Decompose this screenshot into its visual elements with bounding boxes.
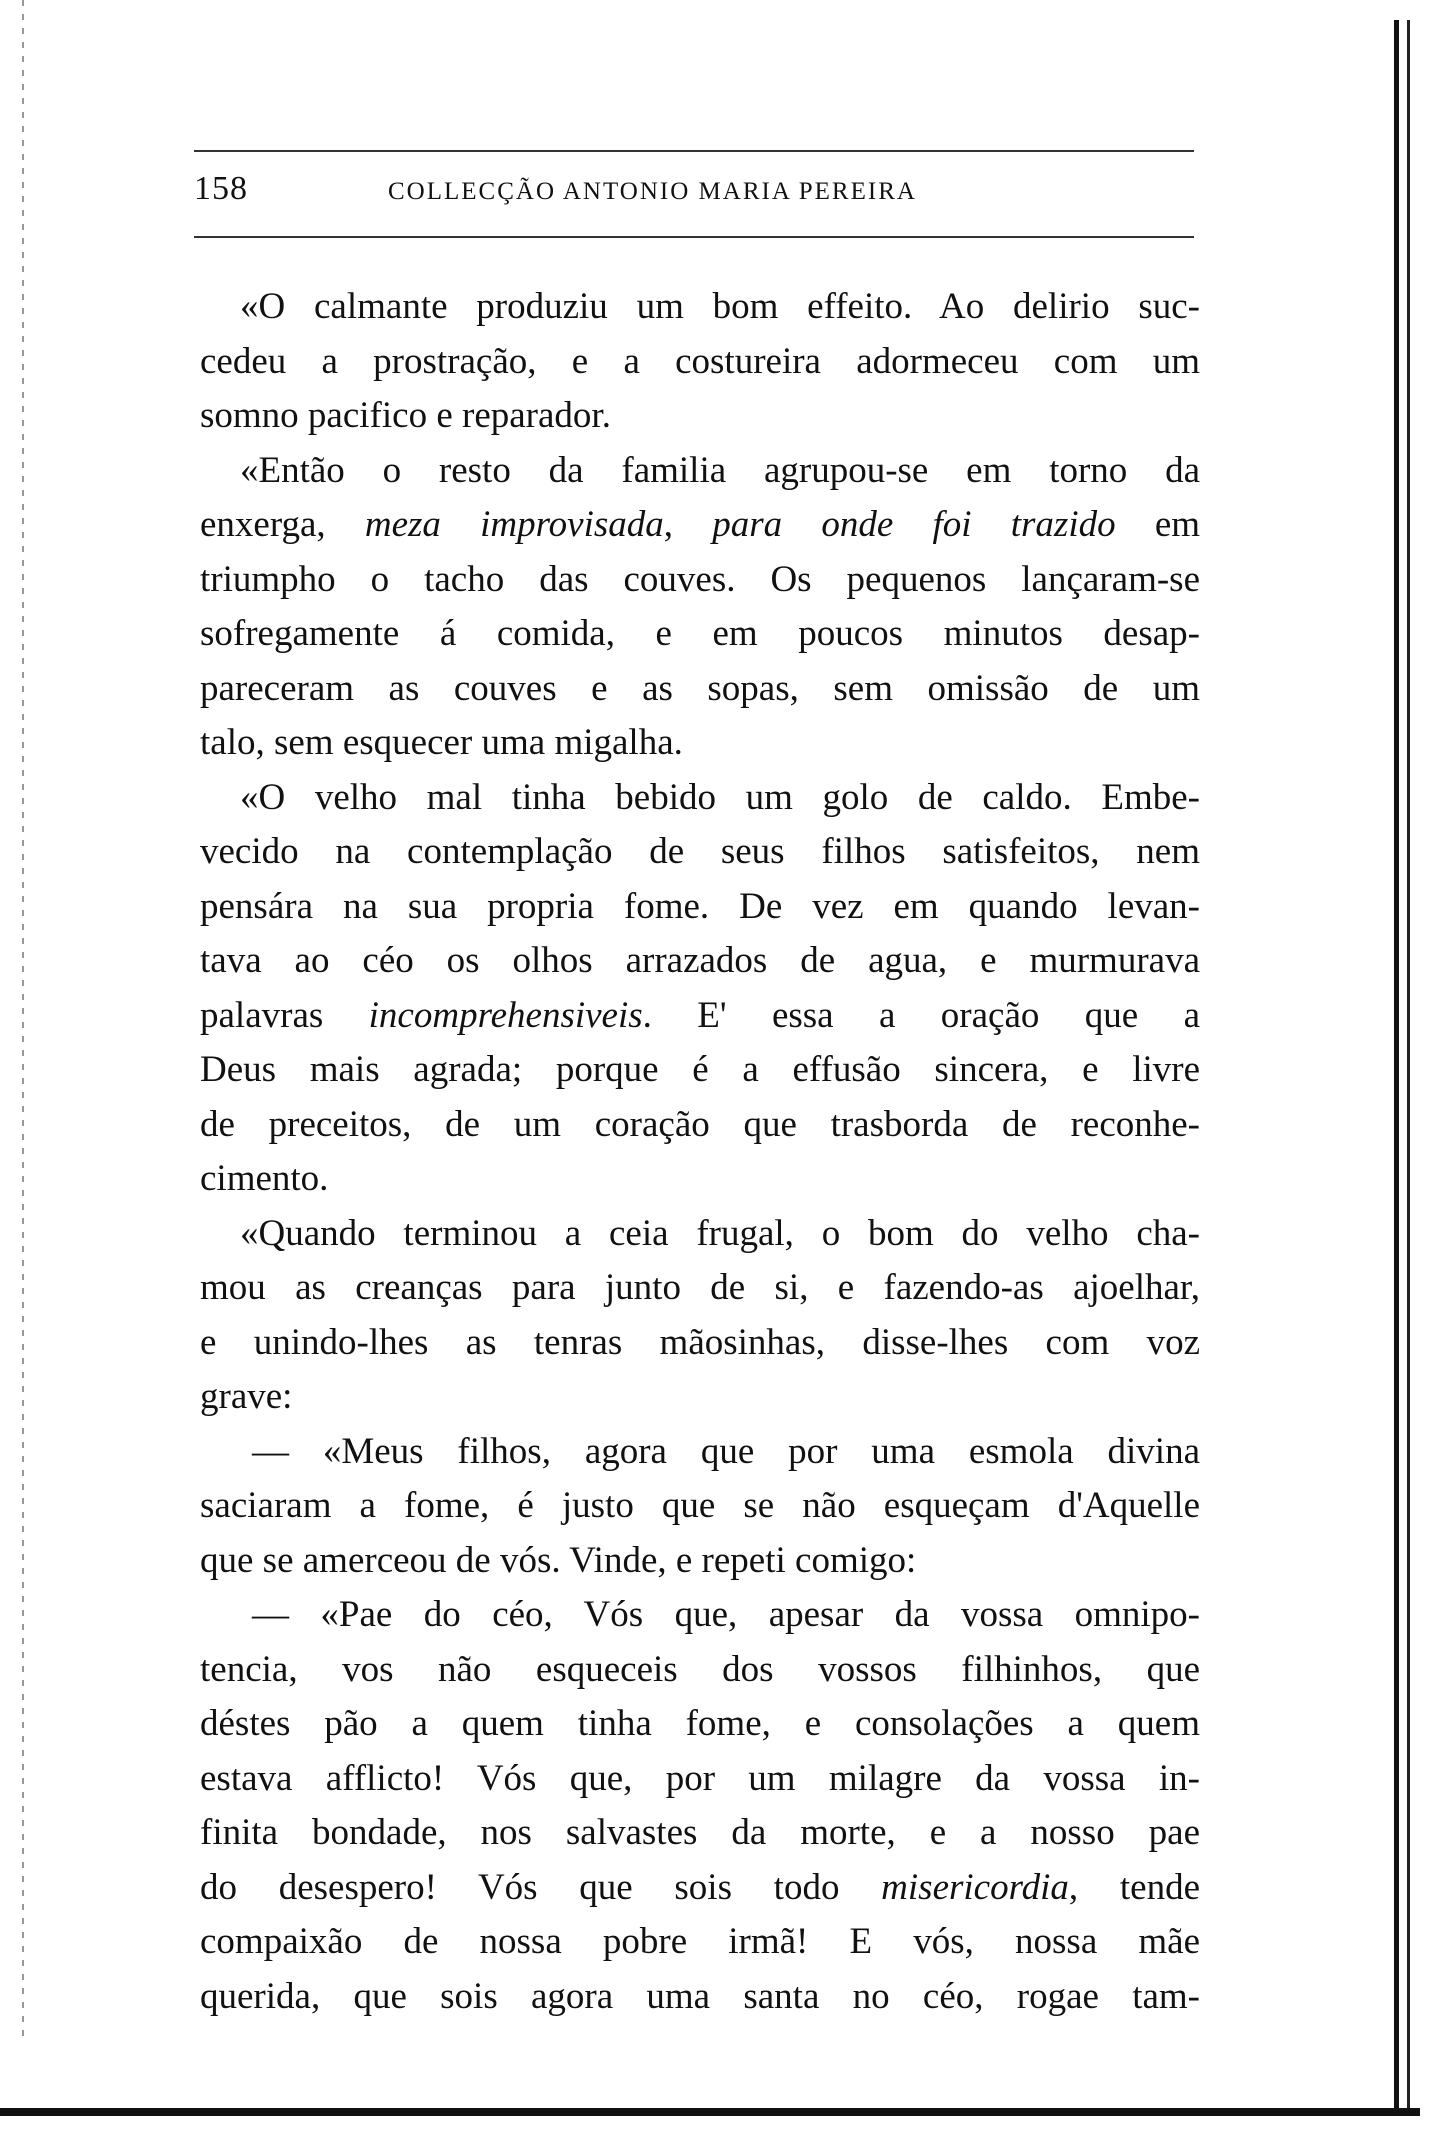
text-line: tava ao céo os olhos arrazados de agua, e murmurava	[200, 940, 1200, 981]
scan-edge-bottom	[0, 2108, 1420, 2116]
italic-phrase: para onde foi trazido	[712, 504, 1116, 545]
text-line: que se amerceou de vós. Vinde, e repeti comigo:	[200, 1539, 917, 1581]
body-text	[200, 280, 1200, 2024]
text-line: déstes pão a quem tinha fome, e consolações a quem	[200, 1703, 1200, 1744]
text-line: cedeu a prostração, e a costureira adormeceu com um	[200, 340, 1200, 382]
text-line: «O velho mal tinha bebido um golo de caldo. Embe-	[240, 776, 1200, 818]
text-line: de preceitos, de um coração que trasborda de reconhe-	[200, 1103, 1200, 1145]
text-line: Deus mais agrada; porque é a effusão sincera, e livre	[200, 1049, 1200, 1090]
text-line: estava afflicto! Vós que, por um milagre da vossa in-	[200, 1757, 1200, 1799]
italic-phrase: misericordia	[881, 1866, 1069, 1908]
header-rule-bottom	[194, 236, 1194, 238]
text-line: pareceram as couves e as sopas, sem omissão de um	[200, 667, 1200, 709]
text-line: enxerga, meza improvisada, para onde foi trazido em	[200, 504, 1201, 545]
text-line: pensára na sua propria fome. De vez em quando levan-	[200, 885, 1200, 927]
text-line: «Então o resto da familia agrupou-se em torno da	[240, 449, 1200, 491]
text-line: finita bondade, nos salvastes da morte, e a nosso pae	[200, 1812, 1200, 1853]
text-line: sofregamente á comida, e em poucos minutos desap-	[200, 613, 1200, 654]
italic-phrase: meza improvisada	[364, 504, 664, 545]
text-line: vecido na contemplação de seus filhos satisfeitos, nem	[200, 831, 1200, 872]
page-header	[194, 170, 1194, 220]
text-line: querida, que sois agora uma santa no céo, rogae tam-	[200, 1975, 1200, 2017]
text-line: «Quando terminou a ceia frugal, o bom do velho cha-	[240, 1212, 1200, 1254]
italic-phrase: incomprehensiveis	[368, 994, 643, 1036]
text-line: — «Pae do céo, Vós que, apesar da vossa omnipo-	[252, 1594, 1200, 1635]
page-number: 158	[194, 170, 248, 207]
text-line: compaixão de nossa pobre irmã! E vós, nossa mãe	[200, 1921, 1200, 1962]
scan-edge-right	[1394, 20, 1410, 2110]
running-head: COLLECÇÃO ANTONIO MARIA PEREIRA	[388, 178, 917, 205]
text-line: somno pacifico e reparador.	[200, 395, 611, 436]
text-line: palavras incomprehensiveis. E' essa a oração que a	[200, 994, 1200, 1036]
text-line: cimento.	[200, 1158, 329, 1199]
text-line: mou as creanças para junto de si, e fazendo-as ajoelhar,	[200, 1267, 1200, 1308]
text-line: triumpho o tacho das couves. Os pequenos lançaram-se	[200, 558, 1200, 600]
text-line: do desespero! Vós que sois todo misericordia, tende	[200, 1866, 1200, 1908]
scan-edge-left	[22, 0, 24, 2040]
text-line: «O calmante produziu um bom effeito. Ao delirio suc-	[240, 286, 1200, 327]
text-line: e unindo-lhes as tenras mãosinhas, disse-lhes com voz	[200, 1321, 1200, 1363]
header-rule-top	[194, 150, 1194, 152]
text-line: talo, sem esquecer uma migalha.	[200, 722, 683, 763]
text-line: grave:	[200, 1376, 293, 1417]
text-line: tencia, vos não esqueceis dos vossos filhinhos, que	[200, 1648, 1200, 1690]
text-line: saciaram a fome, é justo que se não esqueçam d'Aquelle	[200, 1485, 1200, 1526]
text-line: — «Meus filhos, agora que por uma esmola divina	[252, 1430, 1200, 1472]
